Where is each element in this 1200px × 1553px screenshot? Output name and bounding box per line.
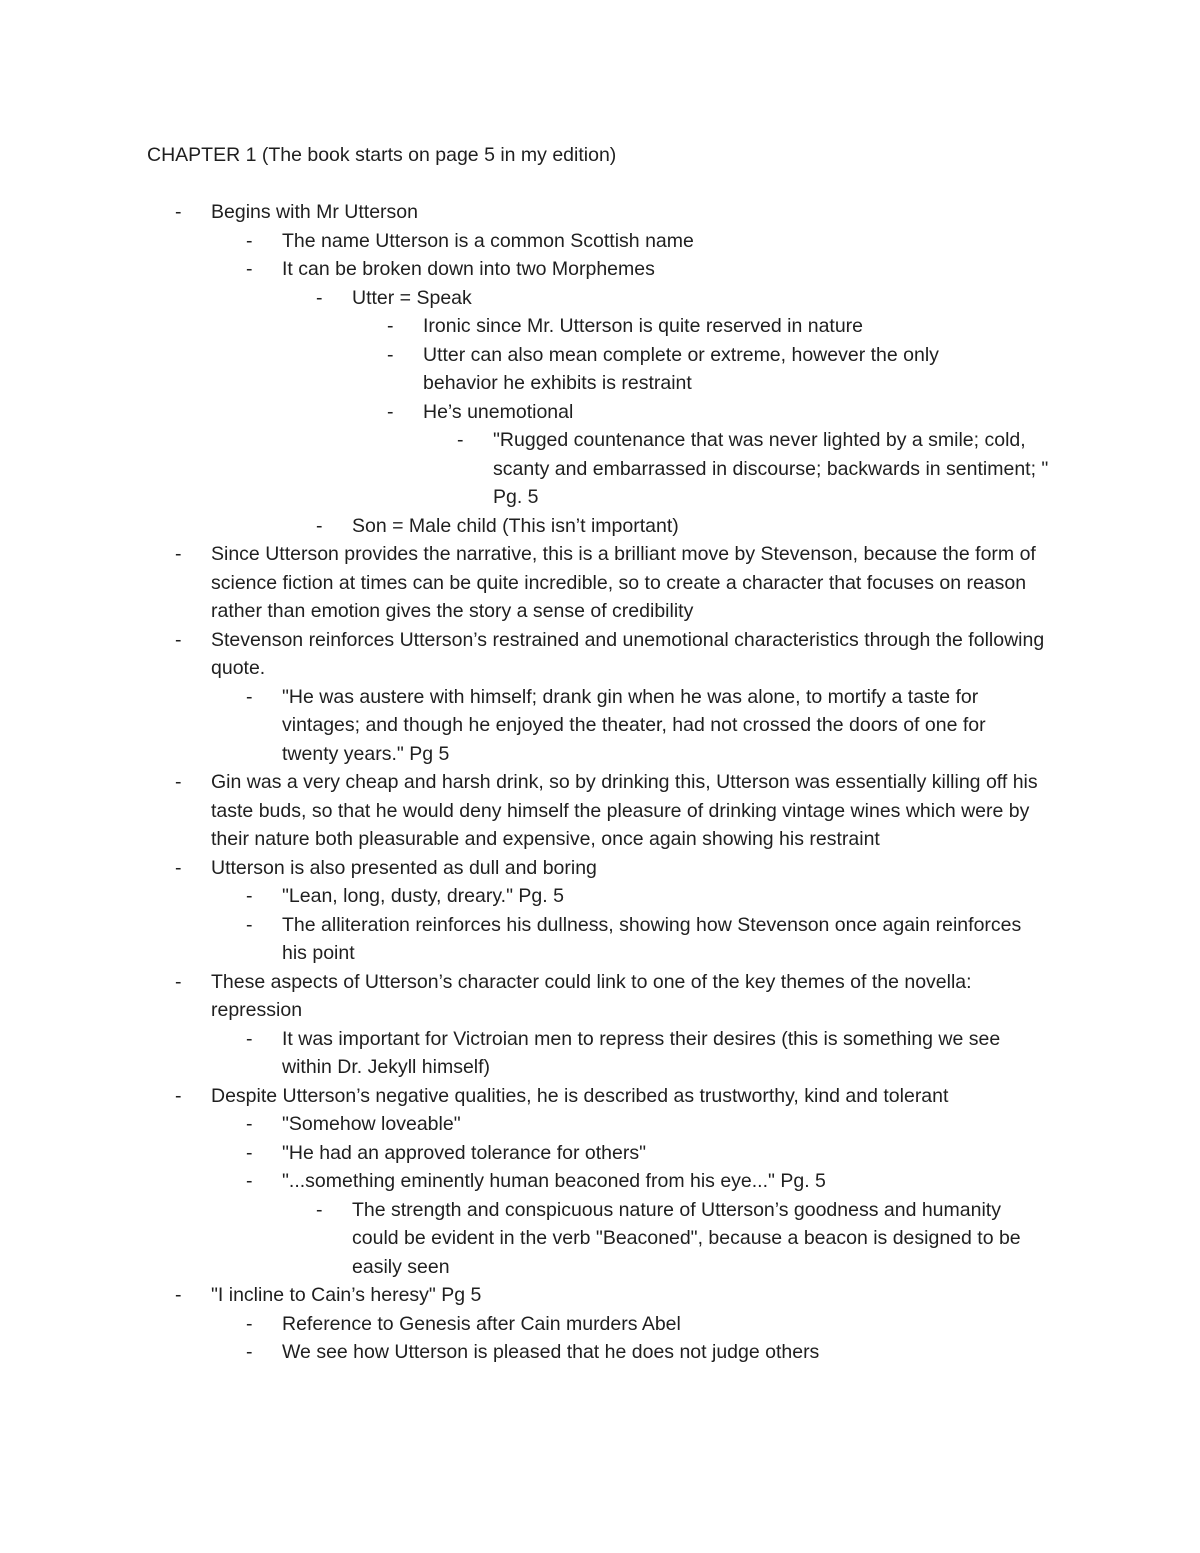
list-item-text: "...something eminently human beaconed from his eye..." Pg. 5 bbox=[282, 1170, 826, 1192]
list-item-text: We see how Utterson is pleased that he does not judge others bbox=[282, 1341, 820, 1363]
list-item bbox=[0, 683, 1200, 769]
list-item-text: "Rugged countenance that was never lighted by a smile; cold, scanty and embarrassed in discourse; backwards in sentiment; " Pg. 5 bbox=[493, 429, 1049, 508]
list-item bbox=[0, 1196, 1200, 1282]
bullet-dash: - bbox=[387, 343, 394, 366]
list-item-text: Despite Utterson’s negative qualities, he is described as trustworthy, kind and tolerant bbox=[211, 1084, 949, 1107]
bullet-dash: - bbox=[175, 628, 182, 651]
list-item-text: These aspects of Utterson’s character could link to one of the key themes of the novella: repression bbox=[211, 970, 972, 1021]
list-item-text: Son = Male child (This isn’t important) bbox=[352, 514, 679, 537]
bullet-dash: - bbox=[175, 1284, 182, 1306]
list-item bbox=[0, 1167, 1200, 1196]
bullet-dash: - bbox=[457, 429, 464, 451]
list-item-text: Stevenson reinforces Utterson’s restrained and unemotional characteristics through the following quote. bbox=[211, 628, 1045, 679]
list-item bbox=[0, 426, 1200, 512]
list-item-text: Reference to Genesis after Cain murders Abel bbox=[282, 1312, 681, 1335]
list-item bbox=[0, 1338, 1200, 1367]
list-item-text: The strength and conspicuous nature of Utterson’s goodness and humanity could be evident in the verb "Beaconed", because a beacon is designed to be easily seen bbox=[352, 1198, 1021, 1278]
bullet-dash: - bbox=[175, 1084, 182, 1107]
list-item-text: The name Utterson is a common Scottish name bbox=[282, 229, 694, 252]
list-item bbox=[0, 227, 1200, 256]
bullet-dash: - bbox=[246, 1027, 253, 1050]
list-item-text: Begins with Mr Utterson bbox=[211, 201, 418, 223]
list-item-text: Since Utterson provides the narrative, this is a brilliant move by Stevenson, because the form of science fiction at times can be quite incredible, so to create a character that focuses on reason rather than emotion gives the story a sense of credibility bbox=[211, 543, 1036, 622]
list-item-text: Ironic since Mr. Utterson is quite reserved in nature bbox=[423, 315, 864, 337]
list-item-text: Utter = Speak bbox=[352, 286, 472, 309]
bullet-dash: - bbox=[175, 970, 182, 993]
bullet-dash: - bbox=[246, 258, 253, 280]
list-item bbox=[0, 854, 1200, 883]
bullet-dash: - bbox=[246, 1341, 253, 1363]
bullet-dash: - bbox=[175, 771, 182, 793]
bullet-dash: - bbox=[316, 514, 323, 537]
notes-list bbox=[0, 198, 1200, 1367]
list-item bbox=[0, 341, 1200, 398]
bullet-dash: - bbox=[175, 201, 182, 223]
list-item-text: Utterson is also presented as dull and boring bbox=[211, 856, 597, 879]
bullet-dash: - bbox=[387, 315, 394, 337]
list-item-text: "I incline to Cain’s heresy" Pg 5 bbox=[211, 1284, 482, 1306]
list-item bbox=[0, 1110, 1200, 1139]
list-item bbox=[0, 312, 1200, 341]
list-item bbox=[0, 1281, 1200, 1310]
list-item bbox=[0, 398, 1200, 427]
list-item bbox=[0, 1310, 1200, 1339]
list-item bbox=[0, 882, 1200, 911]
list-item-text: "Somehow loveable" bbox=[282, 1113, 461, 1135]
bullet-dash: - bbox=[246, 1113, 253, 1135]
list-item bbox=[0, 255, 1200, 284]
bullet-dash: - bbox=[316, 1198, 323, 1221]
list-item-text: "He was austere with himself; drank gin when he was alone, to mortify a taste for vintages; and though he enjoyed the theater, had not crossed the doors of one for twenty years." Pg 5 bbox=[282, 685, 986, 765]
list-item bbox=[0, 911, 1200, 968]
list-item bbox=[0, 768, 1200, 854]
list-item bbox=[0, 512, 1200, 541]
bullet-dash: - bbox=[316, 286, 323, 309]
bullet-dash: - bbox=[246, 885, 253, 907]
list-item-text: "He had an approved tolerance for others" bbox=[282, 1141, 646, 1164]
bullet-dash: - bbox=[387, 400, 394, 423]
bullet-dash: - bbox=[175, 856, 182, 879]
list-item bbox=[0, 1139, 1200, 1168]
list-item bbox=[0, 626, 1200, 683]
list-item-text: "Lean, long, dusty, dreary." Pg. 5 bbox=[282, 885, 564, 907]
list-item-text: Utter can also mean complete or extreme, however the only behavior he exhibits is restraint bbox=[423, 343, 939, 394]
list-item bbox=[0, 968, 1200, 1025]
list-item-text: He’s unemotional bbox=[423, 400, 574, 423]
list-item-text: It can be broken down into two Morphemes bbox=[282, 258, 655, 280]
list-item bbox=[0, 1082, 1200, 1111]
list-item bbox=[0, 540, 1200, 626]
chapter-heading: CHAPTER 1 (The book starts on page 5 in my edition) bbox=[147, 144, 617, 166]
list-item bbox=[0, 198, 1200, 227]
list-item-text: It was important for Victroian men to repress their desires (this is something we see within Dr. Jekyll himself) bbox=[282, 1027, 1001, 1078]
list-item-text: Gin was a very cheap and harsh drink, so by drinking this, Utterson was essentially killing off his taste buds, so that he would deny himself the pleasure of drinking vintage wines which were by their nature both pleasurable and expensive, once again showing his restraint bbox=[211, 771, 1038, 850]
bullet-dash: - bbox=[246, 1141, 253, 1164]
bullet-dash: - bbox=[246, 229, 253, 252]
bullet-dash: - bbox=[246, 1170, 253, 1192]
list-item-text: The alliteration reinforces his dullness, showing how Stevenson once again reinforces his point bbox=[282, 913, 1022, 964]
list-item bbox=[0, 284, 1200, 313]
bullet-dash: - bbox=[246, 913, 253, 936]
bullet-dash: - bbox=[246, 1312, 253, 1335]
bullet-dash: - bbox=[175, 543, 182, 565]
list-item bbox=[0, 1025, 1200, 1082]
bullet-dash: - bbox=[246, 685, 253, 708]
